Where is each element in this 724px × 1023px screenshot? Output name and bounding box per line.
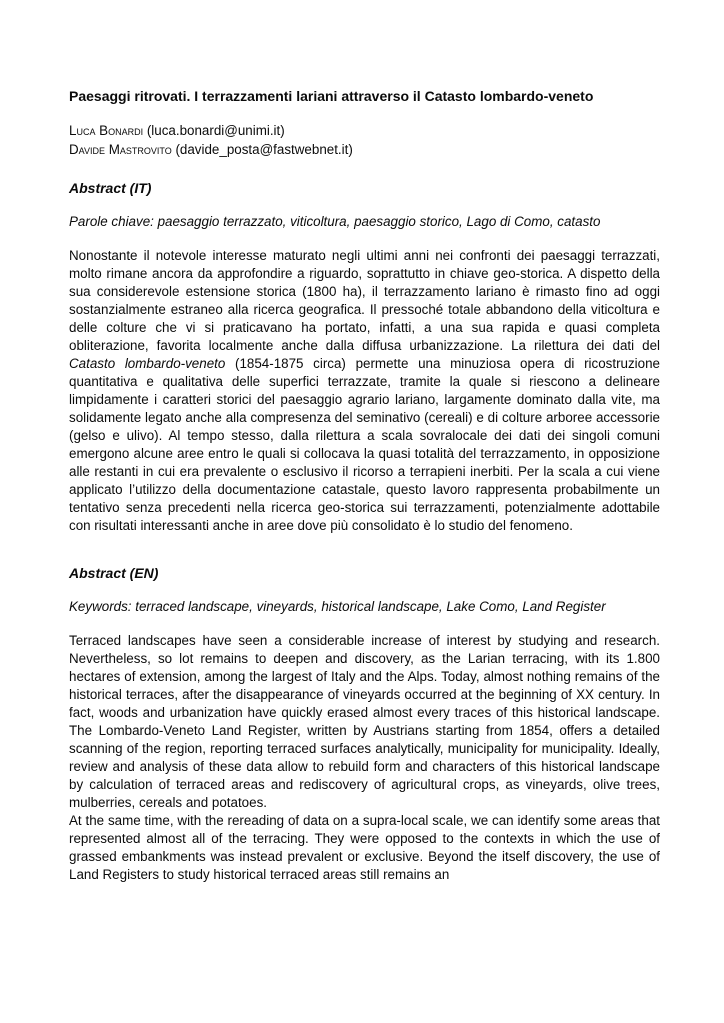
- author-email: (davide_posta@fastwebnet.it): [171, 141, 353, 157]
- abstract-it-segment: (1854-1875 circa) permette una minuziosa opera di ricostruzione quantitativa e qualitativa delle superfici terrazzate, tramite la quale si riescono a delineare limpidamente i caratteri storici del paesaggio agrario lariano, largamente dominato dalla vite, ma solidamente legato anche alla compresenza del seminativo (cereali) e di colture arboree accessorie (gelso e ulivo). Al tempo stesso, dalla rilettura a scala sovralocale dei dati dei singoli comuni emergono alcune aree entro le quali si collocava la quasi totalità del terrazzamento, in opposizione alle restanti in cui era prevalente o esclusivo il ricorso a terrapieni inerbiti. Per la scala a cui viene applicato l’utilizzo della documentazione catastale, questo lavoro rappresenta probabilmente un tentativo senza precedenti nella ricerca geo-storica sui terrazzamenti, potenzialmente adottabile con risultati interessanti anche in aree dove più consolidato è lo studio del fenomeno.: [69, 356, 660, 533]
- author-name: Davide Mastrovito: [69, 141, 172, 157]
- paper-title: Paesaggi ritrovati. I terrazzamenti lariani attraverso il Catasto lombardo-veneto: [69, 88, 594, 104]
- abstract-it-segment: Nonostante il notevole interesse maturato negli ultimi anni nei confronti dei paesaggi terrazzati, molto rimane ancora da approfondire a riguardo, soprattutto in chiave geo-storica. A dispetto della sua considerevole estensione storica (1800 ha), il terrazzamento lariano è rimasto fino ad oggi sostanzialmente estraneo alla ricerca geografica. Il pressoché totale abbandono della viticoltura e delle colture che vi si praticavano ha portato, infatti, a una sua rapida e quasi completa obliterazione, favorita localmente anche dalla diffusa urbanizzazione. La rilettura dei dati del: [69, 248, 660, 353]
- abstract-it-heading: Abstract (IT): [69, 180, 152, 196]
- author-line: [69, 122, 660, 141]
- author-email: (luca.bonardi@unimi.it): [143, 123, 285, 138]
- author-name: Luca Bonardi: [69, 123, 144, 138]
- author-line: [69, 141, 660, 160]
- abstract-en-heading: Abstract (EN): [69, 565, 159, 581]
- authors-block: [69, 122, 660, 159]
- abstract-it-keywords: Parole chiave: paesaggio terrazzato, viticoltura, paesaggio storico, Lago di Como, catasto: [69, 214, 601, 229]
- abstract-en-paragraph-2: At the same time, with the rereading of data on a supra-local scale, we can identify some areas that represented almost all of the terracing. They were opposed to the contexts in which the use of grassed embankments was instead prevalent or exclusive. Beyond the itself discovery, the use of Land Registers to study historical terraced areas still remains an: [69, 813, 660, 882]
- abstract-it-segment-italic: Catasto lombardo-veneto: [69, 356, 226, 371]
- abstract-it-body: [69, 247, 660, 535]
- abstract-en-paragraph-1: Terraced landscapes have seen a considerable increase of interest by studying and research. Nevertheless, so lot remains to deepen and discovery, as the Larian terracing, with its 1.800 hectares of extension, among the largest of Italy and the Alps. Today, almost nothing remains of the historical terraces, after the disappearance of vineyards occurred at the beginning of XX century. In fact, woods and urbanization have quickly erased almost every traces of this historical landscape. The Lombardo-Veneto Land Register, written by Austrians starting from 1854, offers a detailed scanning of the region, reporting terraced surfaces analytically, municipality for municipality. Ideally, review and analysis of these data allow to rebuild form and characters of this historical landscape by calculation of terraced areas and rediscovery of agricultural crops, as vineyards, olive trees, mulberries, cereals and potatoes.: [69, 633, 660, 810]
- abstract-en-keywords: Keywords: terraced landscape, vineyards, historical landscape, Lake Como, Land Register: [69, 599, 606, 614]
